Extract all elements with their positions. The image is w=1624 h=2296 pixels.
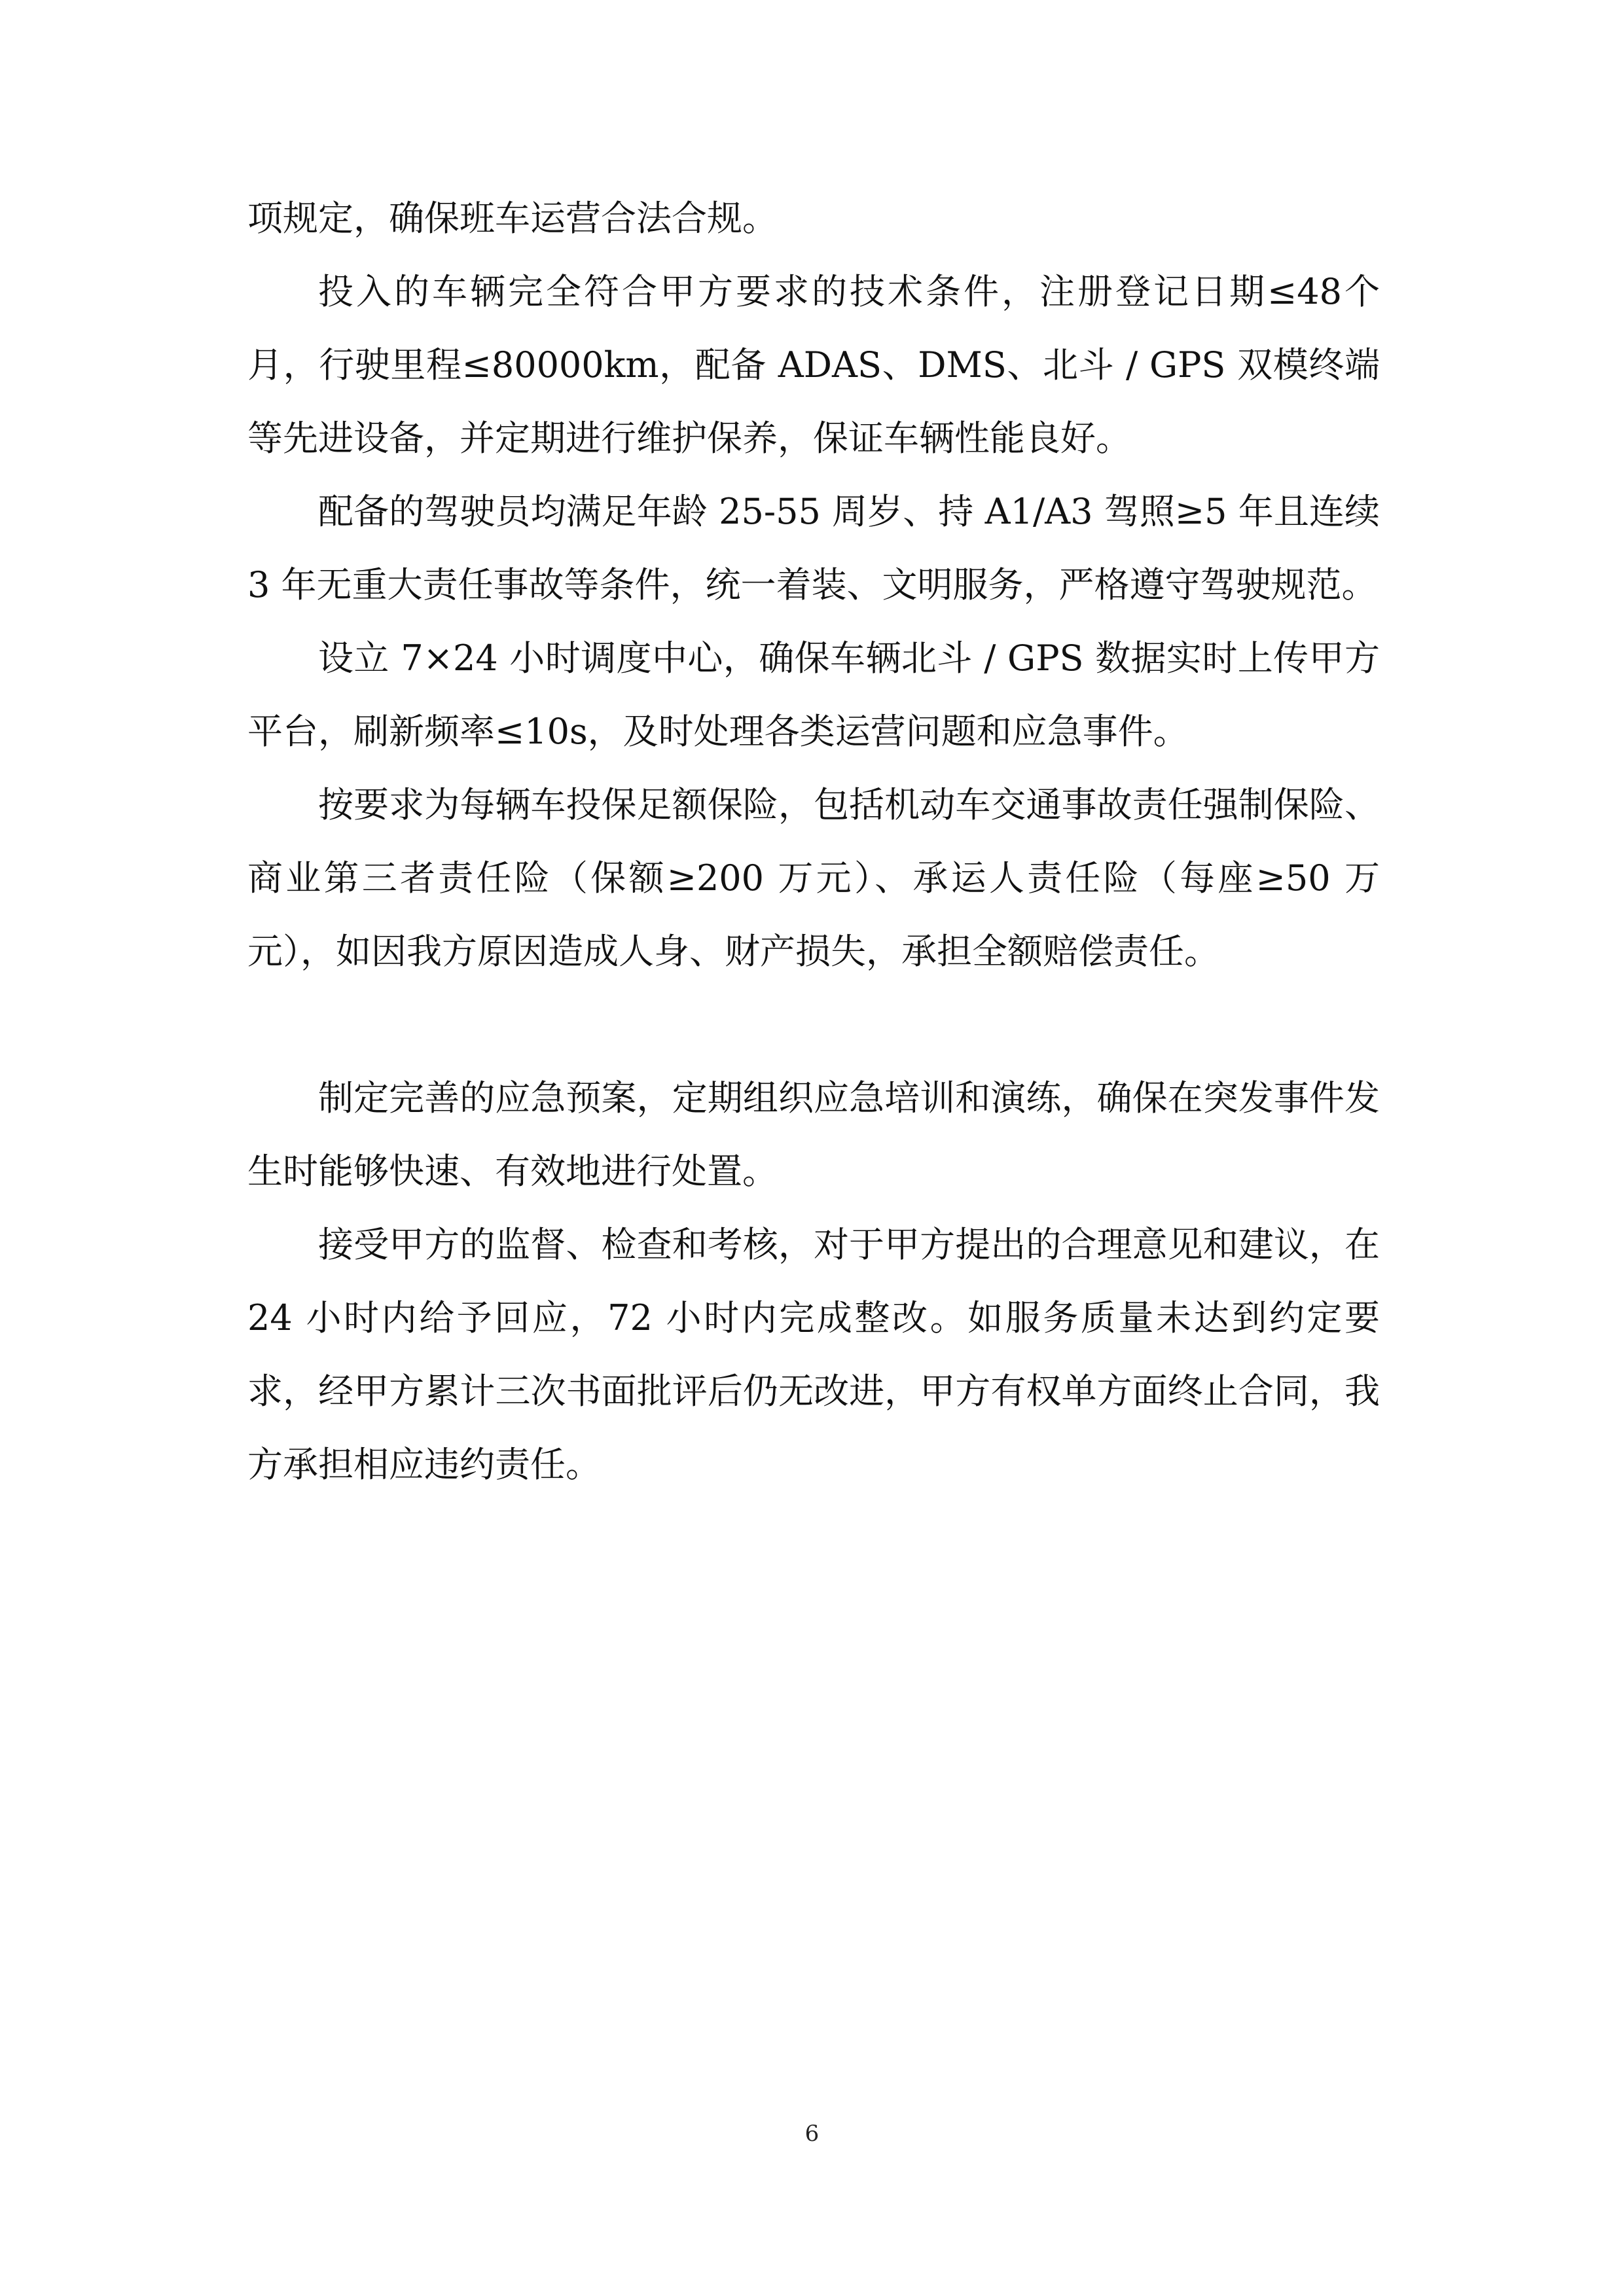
paragraph-supervision: 接受甲方的监督、检查和考核，对于甲方提出的合理意见和建议，在 24 小时内给予回应，72 小时内完成整改。如服务质量未达到约定要求，经甲方累计三次书面批评后仍无改进，甲方有权单方面终止合同，我方承担相应违约责任。	[247, 1224, 1380, 1485]
paragraph-vehicle-requirements: 投入的车辆完全符合甲方要求的技术条件，注册登记日期≤48个月，行驶里程≤80000km，配备 ADAS、DMS、北斗 / GPS 双模终端等先进设备，并定期进行维护保养，保证车辆性能良好。	[247, 271, 1380, 459]
paragraph-gap	[247, 988, 1380, 1062]
paragraph-insurance: 按要求为每辆车投保足额保险，包括机动车交通事故责任强制保险、商业第三者责任险（保额≥200 万元）、承运人责任险（每座≥50 万元），如因我方原因造成人身、财产损失，承担全额赔偿责任。	[247, 784, 1380, 972]
paragraph-continuation: 项规定，确保班车运营合法合规。	[247, 198, 778, 239]
page-number: 6	[804, 2121, 820, 2147]
paragraph-driver-requirements: 配备的驾驶员均满足年龄 25-55 周岁、持 A1/A3 驾照≥5 年且连续 3 年无重大责任事故等条件，统一着装、文明服务，严格遵守驾驶规范。	[247, 491, 1380, 605]
paragraph-emergency-plan: 制定完善的应急预案，定期组织应急培训和演练，确保在突发事件发生时能够快速、有效地进行处置。	[247, 1077, 1380, 1192]
document-body	[247, 182, 1380, 1501]
paragraph-dispatch-center: 设立 7×24 小时调度中心，确保车辆北斗 / GPS 数据实时上传甲方平台，刷新频率≤10s，及时处理各类运营问题和应急事件。	[247, 637, 1380, 752]
